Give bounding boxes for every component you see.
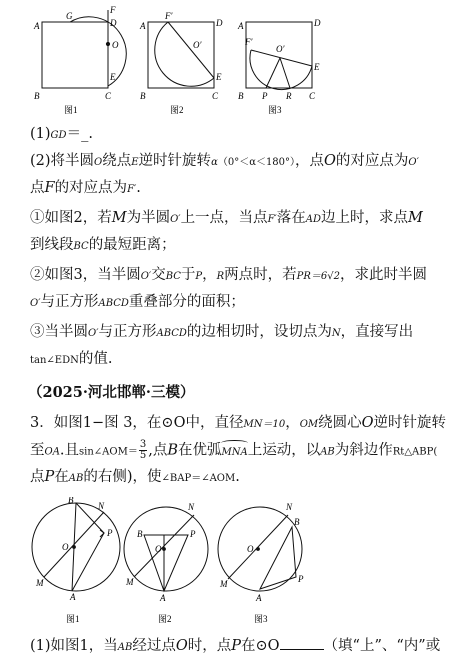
fig1-label-D: D: [110, 18, 117, 28]
fig3-label-O: O′: [276, 44, 285, 54]
fig1-label-B: B: [34, 91, 40, 101]
top-figures: [0, 0, 460, 122]
fig2-label-D: D: [216, 18, 223, 28]
source-heading: （2025·河北邯郸·三模）: [28, 384, 195, 401]
fig3-label-A: A: [238, 21, 244, 31]
b-fig2-label-A: A: [160, 593, 166, 603]
fig2-label-E: E: [216, 72, 222, 82]
b-fig3-label-M: M: [220, 579, 228, 589]
fig3-label-B: B: [238, 91, 244, 101]
major-arc-MNA: MNA: [221, 443, 247, 463]
question-2-line-2: 点F的对应点为F′.: [30, 180, 141, 196]
fig3-label-C: C: [309, 91, 316, 101]
question-3-line-2: 至OA.且sin∠AOM＝ $\frac{3}{5}$ ,点B在优弧MNA上运动，以AB为斜边作Rt△ABP(: [30, 439, 438, 461]
b-fig2-label-O: O: [155, 544, 162, 554]
fig1-label-O: O: [112, 40, 119, 50]
b-fig2-label-M: M: [126, 577, 134, 587]
b-fig3-label-O: O: [247, 544, 254, 554]
fig2-label-O: O′: [193, 40, 202, 50]
fig1-label-F: F: [110, 5, 116, 15]
bottom-figures: [0, 497, 460, 629]
b-fig1-label-O: O: [62, 542, 69, 552]
question-2-line-1: (2)将半圆O绕点E逆时针旋转α（0°＜α＜180°），点O的对应点为O′: [30, 153, 419, 169]
b-fig3-caption: 图3: [254, 614, 268, 624]
fig3-label-R: R: [286, 91, 292, 101]
b-fig1-label-B: B: [68, 497, 74, 505]
b-fig3-label-A: A: [256, 593, 262, 603]
fig2-label-F: F′: [165, 11, 173, 21]
question-1: (1)GD＝_.: [30, 126, 93, 142]
figure-3-semicircle-cut: [246, 22, 312, 90]
answer-blank[interactable]: [280, 637, 324, 650]
b-fig1-label-A: A: [70, 592, 76, 602]
circle-figure-3: [218, 507, 302, 591]
b-fig2-label-P: P: [190, 529, 196, 539]
fig1-label-A: A: [34, 21, 40, 31]
b-fig3-label-N: N: [286, 502, 293, 512]
fig1-label-E: E: [110, 72, 116, 82]
b-fig1-label-N: N: [98, 501, 105, 511]
fig1-label-C: C: [105, 91, 112, 101]
b-fig1-label-P: P: [107, 528, 113, 538]
b-fig2-caption: 图2: [158, 614, 172, 624]
b-fig2-label-B: B: [137, 529, 143, 539]
circle-figure-1: [32, 503, 120, 591]
question-2-part-3-line-2: tan∠EDN的值.: [30, 351, 113, 367]
question-3-part-1: (1)如图1，当AB经过点O时，点P在⊙O （填“上”、“内”或: [30, 638, 441, 654]
fig1-label-G: G: [66, 11, 73, 21]
fig2-label-B: B: [140, 91, 146, 101]
question-3-line-1: 3．如图1−图 3，在⊙O中，直径MN＝10，OM绕圆心O逆时针旋转: [30, 415, 447, 431]
fig3-label-P: P: [262, 91, 268, 101]
fig3-label-E: E: [314, 62, 320, 72]
fig2-caption: 图2: [170, 105, 184, 115]
question-2-part-3-line-1: ③当半圆O′与正方形ABCD的边相切时，设切点为N，直接写出: [30, 324, 414, 340]
b-fig1-label-M: M: [36, 578, 44, 588]
question-2-part-2-line-1: ②如图3，当半圆O′交BC于P，R两点时，若PR＝6√2，求此时半圆: [30, 267, 428, 283]
fig2-label-A: A: [140, 21, 146, 31]
b-fig2-label-N: N: [188, 502, 195, 512]
fig1-caption: 图1: [64, 105, 78, 115]
b-fig1-caption: 图1: [66, 614, 80, 624]
question-3-line-3: 点P在AB的右侧)，使∠BAP＝∠AOM.: [30, 469, 240, 485]
question-2-part-2-line-2: O′与正方形ABCD重叠部分的面积；: [30, 294, 245, 310]
fig3-label-F: F′: [245, 37, 253, 47]
question-2-part-1-line-1: ①如图2，若M为半圆O′上一点，当点F′落在AD边上时，求点M: [30, 210, 423, 226]
b-fig3-label-B: B: [294, 517, 300, 527]
circle-figure-2: [124, 507, 208, 591]
fig2-label-C: C: [212, 91, 219, 101]
fig3-caption: 图3: [268, 105, 282, 115]
fig3-label-D: D: [314, 18, 321, 28]
question-2-part-1-line-2: 到线段BC的最短距离；: [30, 237, 176, 253]
b-fig3-label-P: P: [298, 574, 304, 584]
fraction-3-5: $\frac{3}{5}$: [139, 439, 147, 461]
figure-2-rotated-semicircle: [148, 22, 214, 88]
